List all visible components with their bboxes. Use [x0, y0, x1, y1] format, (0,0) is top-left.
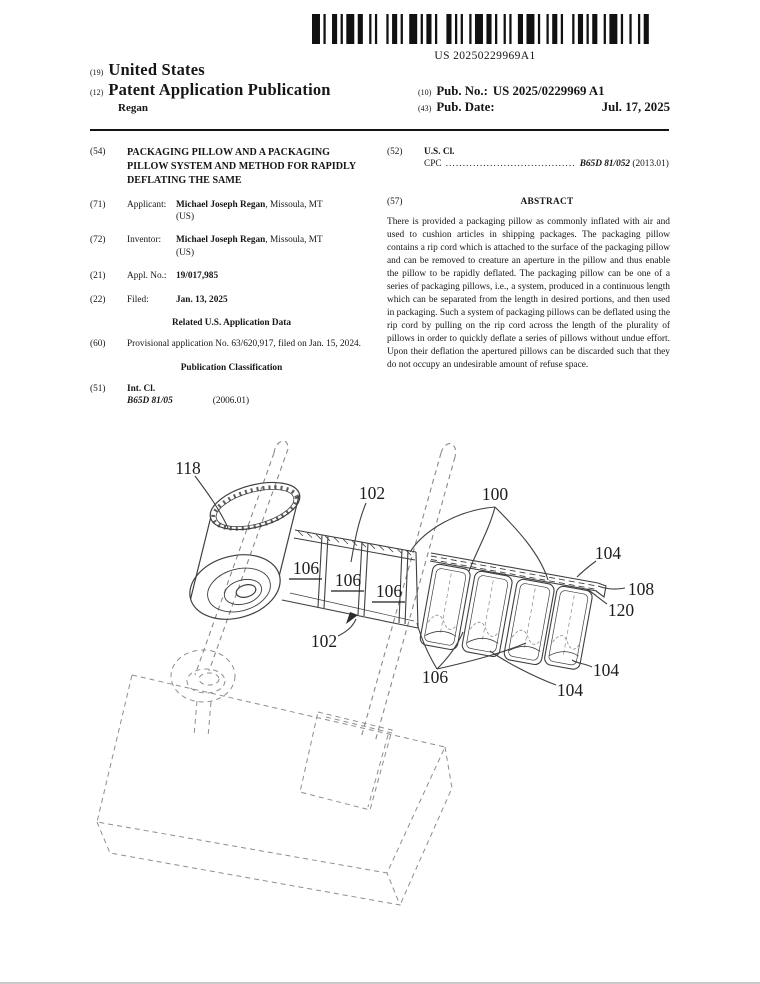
ref-code-21: (21) — [90, 271, 106, 282]
abstract-text: There is provided a packaging pillow as commonly inflated with air and used to cushion articles in shipping packages. The packaging pillow contains a rip cord which is attached to the surface of the packaging pillow and can be removed to creature an aperture in the pillow and thus enable the pillow to be rapidly deflated. The packaging pillow can be one of a series of packaging pillows, i.e., a system, produced in a continuous length which can be separated from the length in desired portions, and then used in packaging. Such a system of packaging pillows can be deflated using the rip cord by pulling on the rip cord across the length of the plurality of pillows in order to quickly deflate a series of pillows without undue effort. Upon their deflation the apertured pillows can be discarded such that they do not occupy an undesirable amount of refuse space. — [387, 217, 670, 370]
int-cl-class: B65D 81/05 — [127, 396, 173, 407]
provisional-text: Provisional application No. 63/620,917, filed on Jan. 15, 2024. — [127, 339, 361, 350]
barcode-image — [312, 14, 658, 44]
appl-no-entry — [90, 270, 373, 282]
ref-code-51: (51) — [90, 384, 106, 394]
int-cl-entry — [90, 383, 373, 408]
applicant-value: Michael Joseph Regan, Missoula, MT (US) — [176, 199, 323, 223]
cpc-label: CPC — [424, 159, 442, 170]
figure-ref-label: 106 — [292, 558, 320, 578]
ref-code-43: (43) — [418, 104, 432, 113]
inventor-label: Inventor: — [127, 235, 162, 246]
ref-code-57: (57) — [387, 196, 403, 207]
ref-code-19: (19) — [90, 68, 104, 77]
appl-no-value: 19/017,985 — [176, 271, 219, 282]
figure-ref-label: 104 — [594, 543, 622, 563]
header-divider — [90, 129, 669, 131]
filed-entry — [90, 294, 373, 306]
figure-ref-label: 120 — [607, 600, 635, 620]
figure-ref-label: 106 — [375, 581, 403, 601]
ref-code-54: (54) — [90, 147, 106, 157]
applicant-entry — [90, 199, 373, 224]
publication-classification-heading: Publication Classification — [180, 362, 283, 373]
int-cl-year: (2006.01) — [212, 396, 250, 407]
ref-code-52: (52) — [387, 147, 403, 157]
figure-ref-label: 104 — [556, 680, 584, 700]
pub-date-label: Pub. Date: — [436, 100, 495, 114]
barcode-number: US 20250229969A1 — [434, 50, 536, 62]
dispenser-machine-phantom — [97, 650, 452, 905]
figure-ref-label: 106 — [334, 570, 362, 590]
invention-title: PACKAGING PILLOW AND A PACKAGING PILLOW SYSTEM AND METHOD FOR RAPIDLY DEFLATING THE SAME — [127, 147, 356, 186]
barcode-block — [312, 14, 658, 62]
support-rod-left-phantom — [195, 441, 288, 675]
related-data-heading: Related U.S. Application Data — [171, 317, 292, 328]
applicant-label: Applicant: — [127, 199, 167, 210]
ref-code-12: (12) — [90, 88, 104, 97]
film-roll — [183, 474, 305, 629]
appl-no-label: Appl. No.: — [127, 271, 167, 282]
right-column — [387, 146, 670, 419]
provisional-entry — [90, 338, 373, 350]
ref-code-71: (71) — [90, 199, 106, 210]
pub-date-value: Jul. 17, 2025 — [601, 100, 670, 114]
left-column — [90, 146, 373, 419]
ref-code-10: (10) — [418, 88, 432, 97]
pillow — [544, 585, 594, 670]
figure-ref-label: 104 — [592, 660, 620, 680]
figure-ref-label: 102 — [310, 631, 338, 651]
pub-no-value: US 2025/0229969 A1 — [492, 84, 605, 98]
patent-figure — [0, 440, 760, 984]
figure-ref-label: 102 — [358, 483, 386, 503]
figure-ref-label: 108 — [627, 579, 655, 599]
int-cl-label: Int. Cl. — [127, 384, 156, 394]
inventor-entry — [90, 234, 373, 259]
cpc-year: (2013.01) — [632, 159, 669, 170]
us-cl-label: U.S. Cl. — [424, 147, 455, 157]
country-name: United States — [108, 60, 205, 79]
us-cl-entry — [387, 146, 670, 171]
figure-ref-label: 106 — [421, 667, 449, 687]
cpc-class: B65D 81/052 — [579, 159, 631, 170]
country-line — [90, 60, 205, 80]
leader-lines — [195, 476, 625, 685]
ref-code-60: (60) — [90, 339, 106, 350]
title-entry — [90, 146, 373, 188]
pub-date-line — [418, 100, 670, 115]
filed-label: Filed: — [127, 294, 149, 305]
bibliographic-section — [90, 146, 670, 419]
cpc-dot-leader: ...................................... — [445, 159, 576, 170]
inflated-pillow-section — [419, 553, 606, 670]
inventor-value: Michael Joseph Regan, Missoula, MT (US) — [176, 235, 323, 258]
abstract-heading: ABSTRACT — [520, 196, 574, 207]
inventor-surname: Regan — [118, 102, 148, 114]
figure-ref-label: 100 — [481, 484, 509, 504]
doc-type-line — [90, 80, 331, 100]
ref-code-72: (72) — [90, 235, 106, 246]
pub-no-label: Pub. No.: — [436, 84, 488, 98]
ref-code-22: (22) — [90, 294, 106, 305]
filed-value: Jan. 13, 2025 — [176, 294, 228, 305]
cpc-line — [424, 158, 670, 170]
abstract-heading-row — [387, 196, 670, 208]
document-header — [90, 60, 670, 115]
pub-no-line — [418, 84, 670, 99]
figure-ref-label: 118 — [175, 458, 201, 478]
doc-type: Patent Application Publication — [108, 80, 331, 99]
